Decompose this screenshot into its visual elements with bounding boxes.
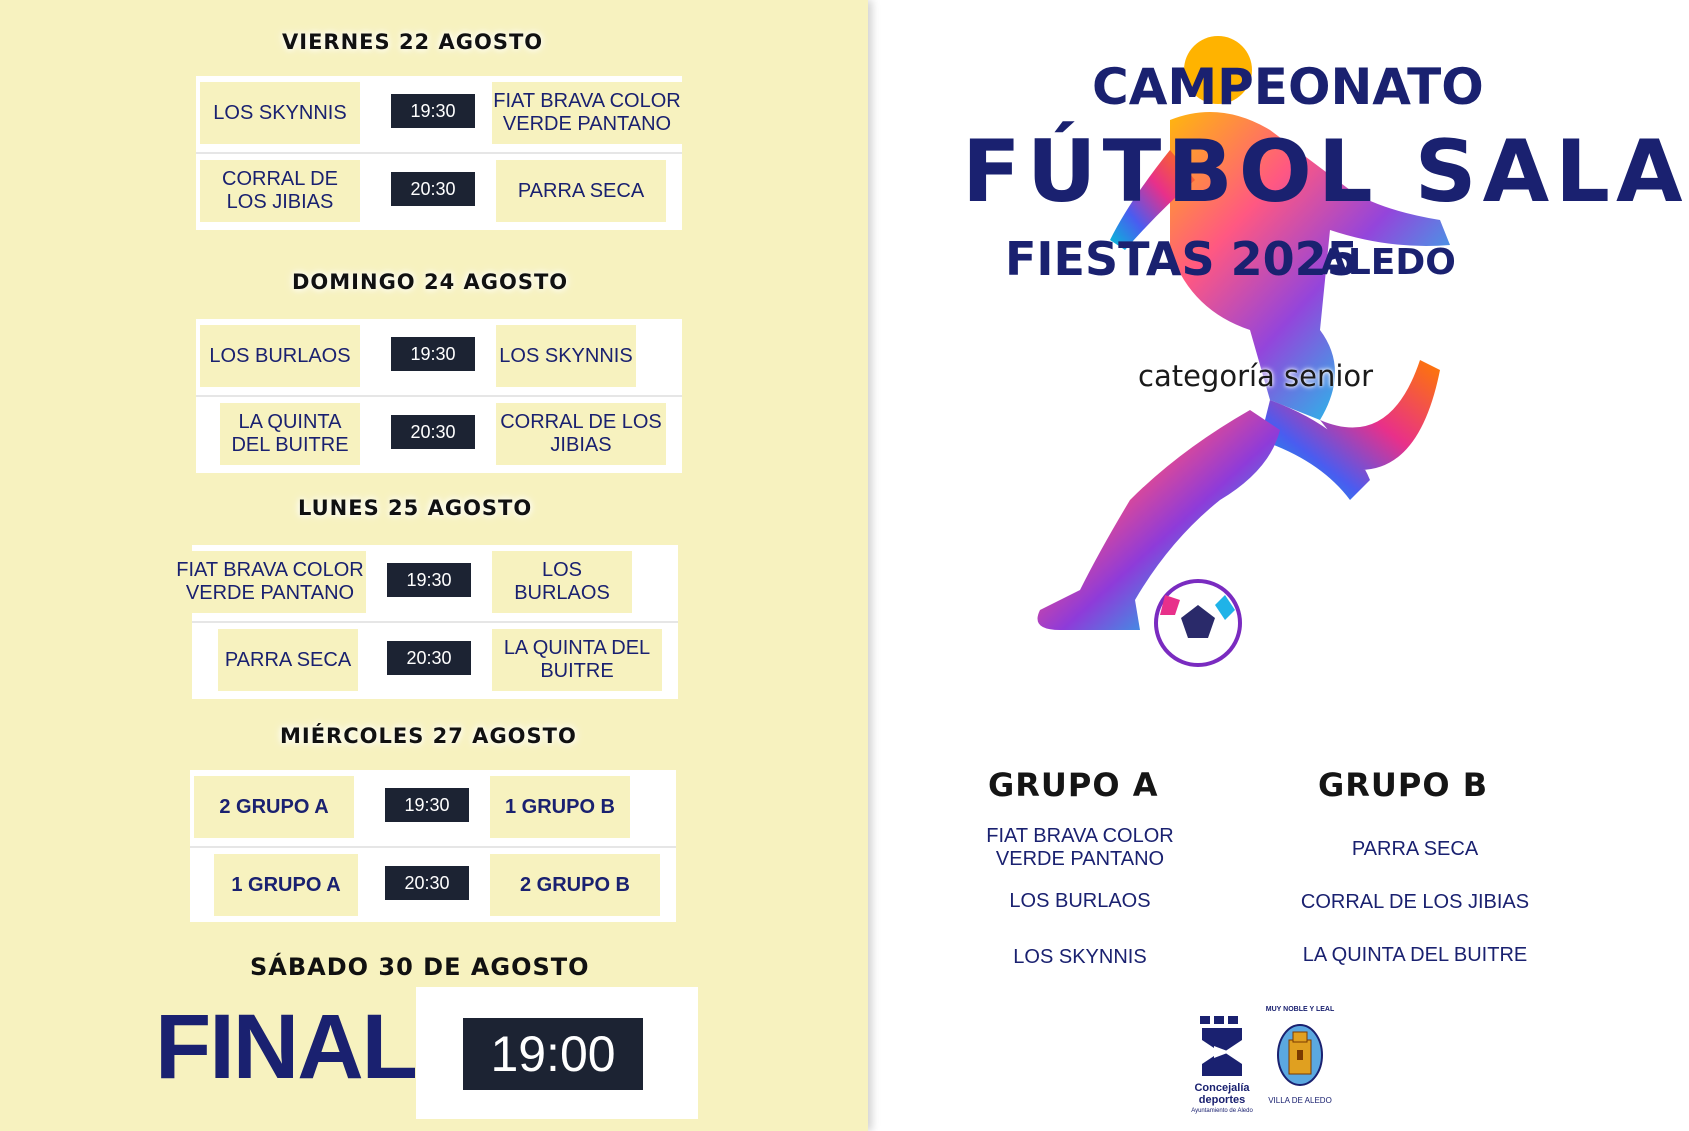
concejalia-icon bbox=[1192, 1012, 1252, 1082]
match-time: 19:30 bbox=[391, 94, 475, 128]
group-b-team: CORRAL DE LOS JIBIAS bbox=[1300, 891, 1530, 913]
home-team: LOS BURLAOS bbox=[200, 325, 360, 387]
group-a-team: FIAT BRAVA COLOR VERDE PANTANO bbox=[986, 825, 1174, 870]
match-box bbox=[176, 545, 678, 699]
final-day-heading: SÁBADO 30 DE AGOSTO bbox=[250, 953, 590, 981]
away-team: 1 GRUPO B bbox=[490, 776, 630, 838]
villa-aledo-logo bbox=[1265, 1006, 1335, 1110]
group-b-team: LA QUINTA DEL BUITRE bbox=[1302, 944, 1528, 966]
poster-title-fiestas: FIESTAS 2025 bbox=[1005, 232, 1359, 286]
match-box bbox=[190, 770, 676, 922]
match-row bbox=[190, 770, 676, 846]
group-a-team: LOS BURLAOS bbox=[1009, 890, 1151, 912]
away-team: LOS SKYNNIS bbox=[496, 325, 636, 387]
group-a-team: LOS SKYNNIS bbox=[1013, 946, 1147, 968]
day-heading: LUNES 25 AGOSTO bbox=[298, 496, 533, 520]
match-row bbox=[190, 846, 676, 924]
poster-title-futbol-sala: FÚTBOL SALA bbox=[962, 122, 1689, 222]
home-team: FIAT BRAVA COLOR VERDE PANTANO bbox=[174, 551, 366, 613]
match-row bbox=[196, 76, 682, 152]
match-row bbox=[176, 545, 678, 621]
match-time: 20:30 bbox=[385, 866, 469, 900]
villa-motto: MUY NOBLE Y LEAL bbox=[1265, 1006, 1335, 1013]
final-label: FINAL bbox=[155, 996, 416, 1098]
home-team: LA QUINTA DEL BUITRE bbox=[220, 403, 360, 465]
away-team: CORRAL DE LOS JIBIAS bbox=[496, 403, 666, 465]
day-heading: MIÉRCOLES 27 AGOSTO bbox=[280, 724, 577, 748]
group-b-team: PARRA SECA bbox=[1351, 838, 1479, 860]
day-heading: DOMINGO 24 AGOSTO bbox=[292, 270, 569, 294]
away-team: PARRA SECA bbox=[496, 160, 666, 222]
category-label: categoría senior bbox=[1138, 359, 1374, 393]
concejalia-sub: Ayuntamiento de Aledo bbox=[1191, 1108, 1253, 1114]
away-team: LOS BURLAOS bbox=[492, 551, 632, 613]
villa-label: VILLA DE ALEDO bbox=[1268, 1096, 1332, 1105]
poster-title-campeonato: CAMPEONATO bbox=[1092, 58, 1484, 116]
match-box bbox=[196, 319, 682, 473]
match-time: 20:30 bbox=[387, 641, 471, 675]
final-time: 19:00 bbox=[463, 1018, 643, 1090]
home-team: CORRAL DE LOS JIBIAS bbox=[200, 160, 360, 222]
concejalia-logo bbox=[1192, 1012, 1252, 1112]
match-row bbox=[196, 319, 682, 395]
home-team: 2 GRUPO A bbox=[194, 776, 354, 838]
coat-of-arms-icon bbox=[1265, 1010, 1335, 1090]
away-team: LA QUINTA DEL BUITRE bbox=[492, 629, 662, 691]
match-time: 19:30 bbox=[387, 563, 471, 597]
match-box bbox=[196, 76, 682, 230]
day-heading: VIERNES 22 AGOSTO bbox=[282, 30, 544, 54]
match-time: 20:30 bbox=[391, 172, 475, 206]
group-b-title: GRUPO B bbox=[1318, 766, 1489, 804]
away-team: 2 GRUPO B bbox=[490, 854, 660, 916]
home-team: LOS SKYNNIS bbox=[200, 82, 360, 144]
away-team: FIAT BRAVA COLOR VERDE PANTANO bbox=[492, 82, 682, 144]
concejalia-label: Concejalía deportes bbox=[1194, 1082, 1250, 1106]
match-row bbox=[196, 395, 682, 473]
group-a-title: GRUPO A bbox=[988, 766, 1159, 804]
match-row bbox=[192, 621, 678, 699]
player-leg-front bbox=[1038, 410, 1281, 630]
home-team: 1 GRUPO A bbox=[214, 854, 358, 916]
home-team: PARRA SECA bbox=[218, 629, 358, 691]
match-row bbox=[196, 152, 682, 230]
match-time: 19:30 bbox=[385, 788, 469, 822]
match-time: 20:30 bbox=[391, 415, 475, 449]
match-time: 19:30 bbox=[391, 337, 475, 371]
poster-title-aledo: ALEDO bbox=[1320, 242, 1456, 283]
